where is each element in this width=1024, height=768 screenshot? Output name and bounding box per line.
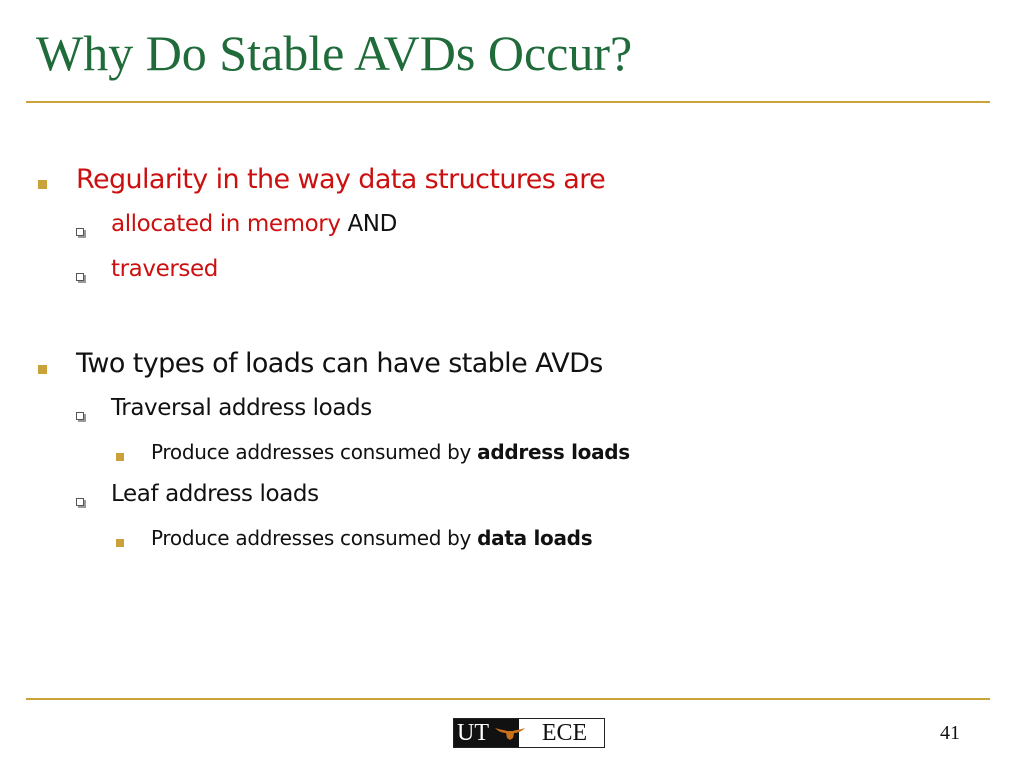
and-text: AND bbox=[347, 211, 397, 237]
bullet-regularity: Regularity in the way data structures are bbox=[76, 164, 606, 195]
title-divider bbox=[26, 101, 990, 103]
sub-bullet-allocated bbox=[111, 211, 397, 237]
sub-bullet-marker-icon bbox=[76, 273, 84, 281]
allocated-text: allocated in memory bbox=[111, 211, 341, 237]
longhorn-icon bbox=[495, 726, 525, 740]
logo-ut-block bbox=[454, 719, 519, 747]
sub-bullet-marker-icon bbox=[76, 412, 84, 420]
sub-bullet-traversed: traversed bbox=[111, 256, 218, 282]
footer-divider bbox=[26, 698, 990, 700]
bullet-marker-icon bbox=[38, 180, 47, 189]
sub-bullet-marker-icon bbox=[76, 498, 84, 506]
logo-ut-text: UT bbox=[457, 720, 489, 746]
detail-emphasis: data loads bbox=[477, 526, 593, 550]
detail-prefix: Produce addresses consumed by bbox=[151, 440, 472, 464]
detail-bullet-marker-icon bbox=[116, 539, 124, 547]
page-number: 41 bbox=[940, 722, 960, 744]
sub-bullet-leaf: Leaf address loads bbox=[111, 481, 319, 507]
bullet-two-types: Two types of loads can have stable AVDs bbox=[76, 348, 603, 379]
detail-emphasis: address loads bbox=[477, 440, 630, 464]
detail-leaf bbox=[151, 526, 592, 550]
slide-title: Why Do Stable AVDs Occur? bbox=[36, 25, 633, 81]
detail-bullet-marker-icon bbox=[116, 453, 124, 461]
sub-bullet-traversal: Traversal address loads bbox=[111, 395, 372, 421]
logo-ece-block: ECE bbox=[519, 719, 604, 747]
detail-traversal bbox=[151, 440, 630, 464]
sub-bullet-marker-icon bbox=[76, 228, 84, 236]
ut-ece-logo bbox=[453, 718, 605, 748]
bullet-marker-icon bbox=[38, 365, 47, 374]
detail-prefix: Produce addresses consumed by bbox=[151, 526, 472, 550]
